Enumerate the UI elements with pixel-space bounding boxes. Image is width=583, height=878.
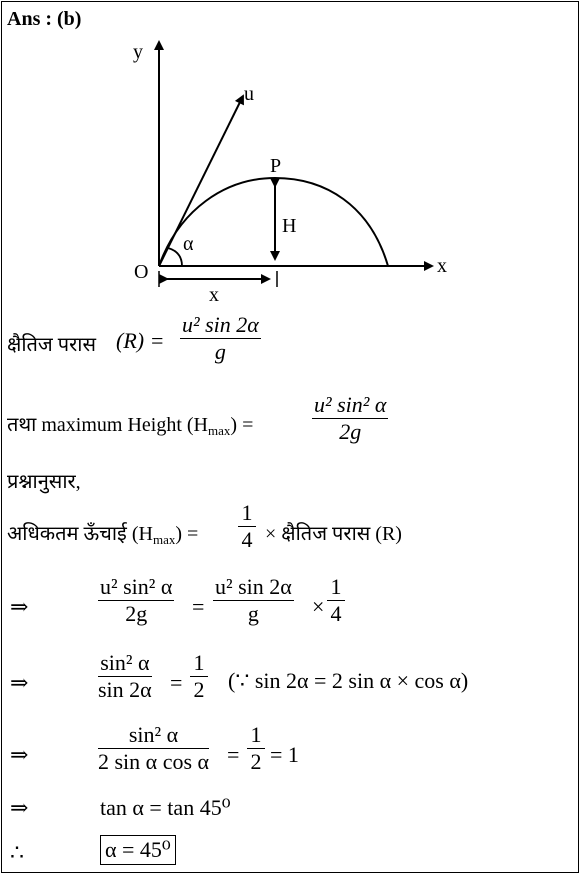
quarter-fraction: 1 4 (238, 500, 256, 553)
height-label: H (282, 215, 297, 237)
condition-left: अधिकतम ऊँचाई $(H_{max})$ = (7, 523, 199, 547)
implies-arrow-4: ⇒ (10, 795, 29, 820)
angle-arc (168, 248, 182, 266)
range-symbol: (R) = (116, 328, 165, 353)
step2-note: (∵ sin 2α = 2 sin α × cos α) (228, 668, 469, 693)
step3-left: sin² α 2 sin α cos α (98, 722, 210, 775)
step1-right: u² sin 2α g (215, 574, 292, 627)
range-num: u² sin 2α (182, 312, 259, 337)
step1-quarter: 1 4 (327, 574, 345, 627)
step2-half: 1 2 (190, 650, 208, 703)
origin-label: O (134, 261, 149, 283)
implies-arrow-2: ⇒ (10, 670, 29, 695)
according-to-question: प्रश्नानुसार, (7, 471, 81, 493)
velocity-label: u (244, 83, 254, 105)
implies-arrow-3: ⇒ (10, 742, 29, 767)
condition-right: × क्षैतिज परास (R) (265, 523, 402, 545)
range-den: g (214, 339, 226, 365)
step3-half: 1 2 (247, 722, 265, 775)
step1-left: u² sin² α 2g (100, 574, 173, 627)
projectile-diagram (0, 0, 583, 310)
y-axis-label: y (133, 41, 143, 63)
step3-equals: = (227, 742, 240, 767)
hmax-den: 2g (339, 419, 362, 445)
step1-equals: = (192, 594, 205, 619)
step2-equals: = (170, 670, 183, 695)
implies-arrow-1: ⇒ (10, 594, 29, 619)
range-label: क्षैतिज परास (7, 334, 96, 356)
step2-left: sin² α sin 2α (98, 650, 152, 703)
hmax-formula (312, 392, 388, 445)
angle-label: α (183, 233, 194, 255)
distance-label: x (209, 284, 219, 306)
hmax-line: तथा maximum Height $(H_{max})$ = (7, 414, 254, 438)
peak-label: P (270, 155, 282, 177)
step3-tail: = 1 (270, 742, 299, 767)
answer-label: Ans : (b) (7, 8, 82, 30)
tan-equation: tan α = tan 45⁰ (100, 795, 231, 820)
range-formula (180, 312, 261, 365)
hmax-num: u² sin² α (314, 392, 387, 417)
step1-times: × (312, 594, 325, 619)
x-axis-label: x (437, 255, 447, 277)
final-answer-box: α = 45⁰ (100, 835, 176, 865)
therefore-symbol: ∴ (10, 840, 24, 865)
